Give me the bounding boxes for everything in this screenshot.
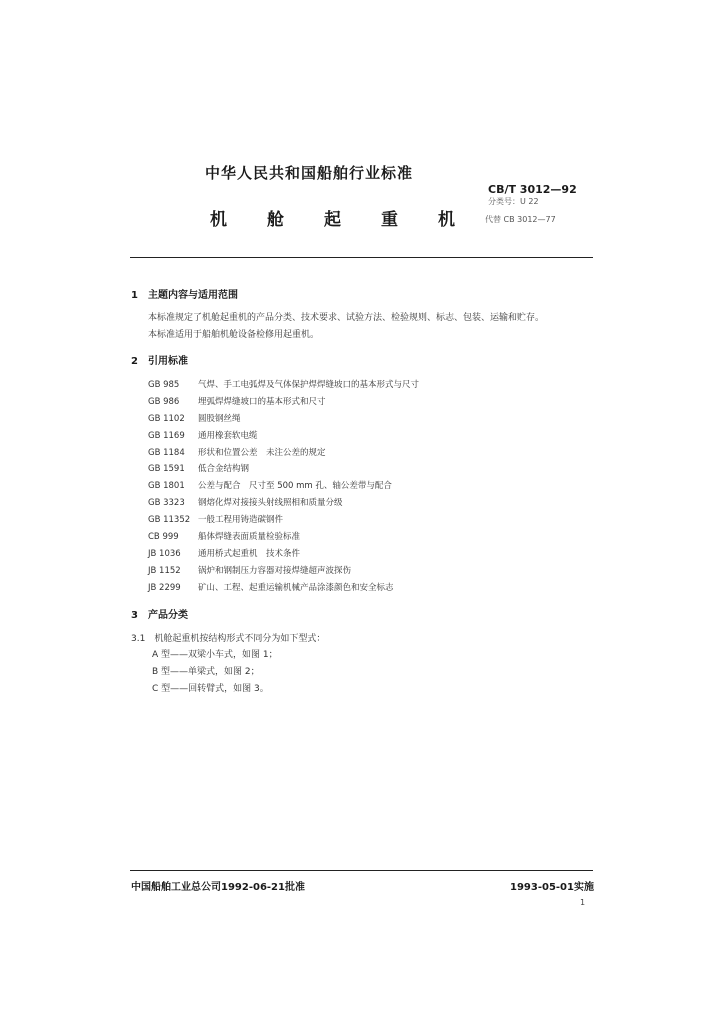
page-number: 1 — [580, 898, 586, 907]
reference-code: GB 1591 — [148, 464, 185, 475]
reference-item — [148, 412, 419, 429]
agency-title: 中华人民共和国船舶行业标准 — [205, 164, 414, 182]
reference-title: 矿山、工程、起重运输机械产品涂漆颜色和安全标志 — [198, 582, 394, 593]
reference-title: 低合金结构钢 — [198, 464, 250, 475]
reference-item — [148, 564, 419, 581]
section-3-1-heading: 3.1 机舱起重机按结构形式不同分为如下型式： — [131, 634, 326, 644]
reference-title: 通用桥式起重机 技术条件 — [198, 548, 301, 559]
section-1-para-2: 本标准适用于船舶机舱设备检修用起重机。 — [148, 330, 320, 340]
section-2-heading: 2 引用标准 — [131, 356, 188, 367]
title-char: 起 — [324, 210, 341, 230]
reference-title: 钢熔化焊对接接头射线照相和质量分级 — [198, 498, 343, 509]
reference-title: 圆股钢丝绳 — [198, 413, 241, 424]
type-b-item: B 型——单梁式，如图 2； — [152, 667, 260, 677]
section-1-para-1: 本标准规定了机舱起重机的产品分类、技术要求、试验方法、检验规则、标志、包装、运输和贮存。 — [148, 313, 545, 323]
reference-title: 通用橡套软电缆 — [198, 430, 258, 441]
reference-code: CB 999 — [148, 532, 179, 543]
reference-title: 锅炉和钢制压力容器对接焊缝超声波探伤 — [198, 565, 352, 576]
reference-title: 形状和位置公差 未注公差的规定 — [198, 447, 326, 458]
replaces-standard: 代替 CB 3012—77 — [485, 215, 556, 224]
reference-code: GB 1801 — [148, 481, 185, 492]
reference-item — [148, 496, 419, 513]
reference-title: 埋弧焊焊缝坡口的基本形式和尺寸 — [198, 396, 326, 407]
reference-code: JB 1036 — [148, 548, 181, 559]
reference-code: GB 1169 — [148, 430, 185, 441]
approval-line: 中国船舶工业总公司1992-06-21批准 — [131, 882, 305, 893]
reference-code: JB 2299 — [148, 582, 181, 593]
reference-code: GB 1102 — [148, 413, 185, 424]
title-char: 机 — [210, 210, 227, 230]
section-1-heading: 1 主题内容与适用范围 — [131, 290, 238, 301]
type-c-item: C 型——回转臂式，如图 3。 — [152, 684, 269, 694]
reference-item — [148, 395, 419, 412]
section-3-heading: 3 产品分类 — [131, 610, 188, 621]
title-char: 舱 — [267, 210, 284, 230]
reference-item — [148, 446, 419, 463]
top-divider — [130, 257, 593, 258]
reference-title: 公差与配合 尺寸至 500 mm 孔、轴公差带与配合 — [198, 481, 392, 492]
reference-item — [148, 479, 419, 496]
bottom-divider — [130, 870, 593, 871]
effective-date: 1993-05-01实施 — [510, 882, 594, 893]
reference-code: GB 1184 — [148, 447, 185, 458]
reference-item — [148, 462, 419, 479]
reference-item — [148, 378, 419, 395]
standard-code: CB/T 3012—92 — [488, 183, 577, 196]
document-title — [210, 205, 495, 230]
reference-title: 船体焊缝表面质量检验标准 — [198, 532, 301, 543]
type-a-item: A 型——双梁小车式，如图 1； — [152, 650, 278, 660]
reference-code: GB 3323 — [148, 498, 185, 509]
reference-title: 气焊、手工电弧焊及气体保护焊焊缝坡口的基本形式与尺寸 — [198, 380, 420, 390]
reference-item — [148, 530, 419, 547]
title-char: 重 — [381, 210, 398, 230]
title-char: 机 — [438, 210, 455, 230]
reference-list — [148, 378, 419, 598]
reference-code: GB 986 — [148, 396, 180, 407]
reference-item — [148, 513, 419, 530]
reference-code: JB 1152 — [148, 565, 181, 576]
classification-code: 分类号：U 22 — [488, 197, 539, 206]
reference-code: GB 11352 — [148, 515, 191, 526]
reference-item — [148, 547, 419, 564]
reference-code: GB 985 — [148, 380, 180, 390]
reference-item — [148, 581, 419, 598]
reference-item — [148, 429, 419, 446]
reference-title: 一般工程用铸造碳钢件 — [198, 515, 284, 526]
